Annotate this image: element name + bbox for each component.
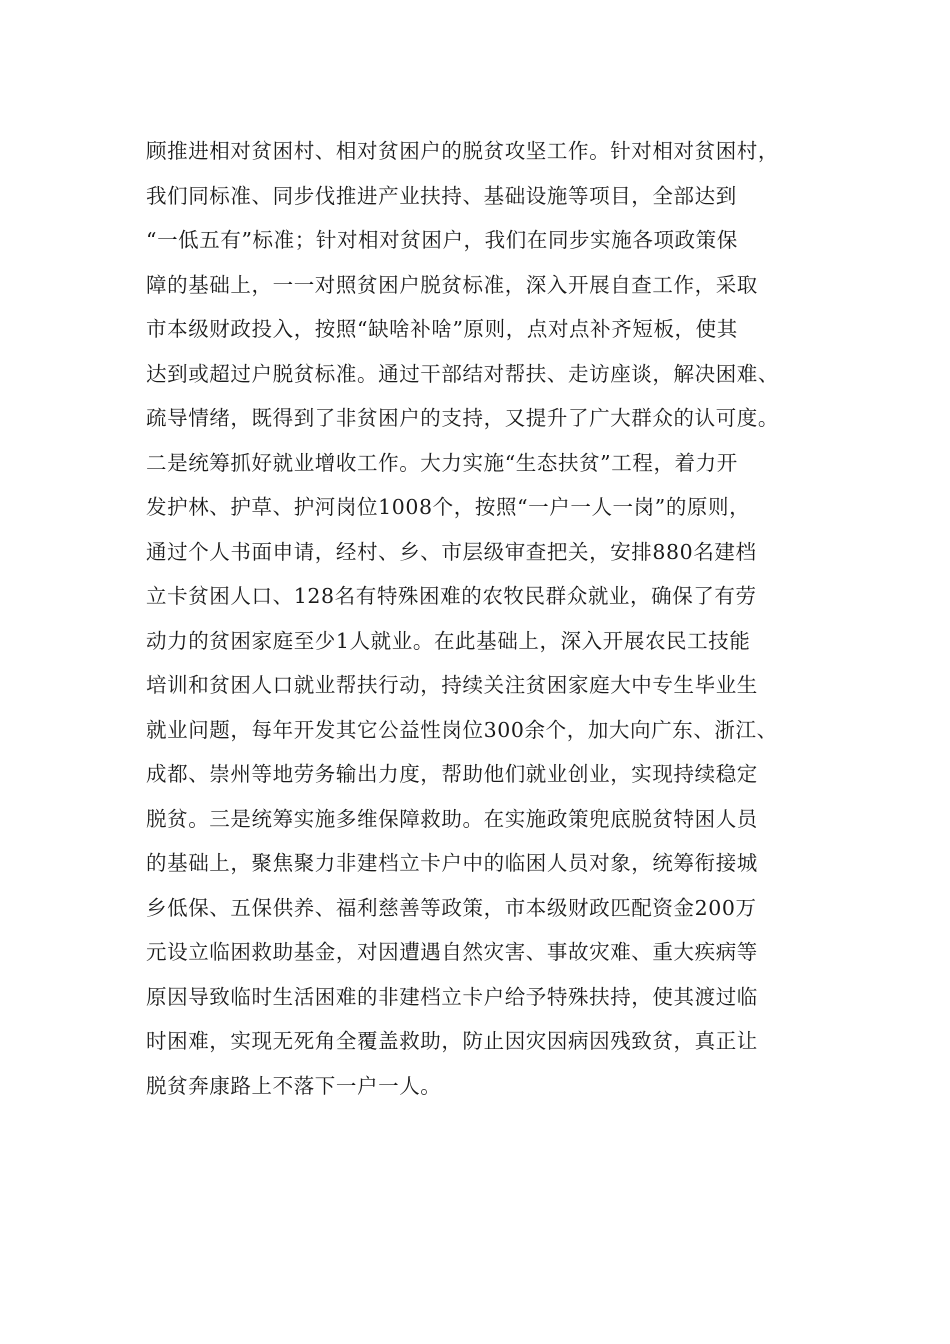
text-line: 立卡贫困人口、128名有特殊困难的农牧民群众就业，确保了有劳 bbox=[146, 584, 757, 608]
text-line: 动力的贫困家庭至少1人就业。在此基础上，深入开展农民工技能 bbox=[146, 628, 751, 653]
text-line: 发护林、护草、护河岗位1008个，按照“一户一人一岗”的原则， bbox=[146, 495, 751, 519]
text-line: “一低五有”标准；针对相对贫困户，我们在同步实施各项政策保 bbox=[146, 228, 738, 252]
text-line: 顾推进相对贫困村、相对贫困户的脱贫攻坚工作。针对相对贫困村， bbox=[146, 139, 779, 163]
text-line: 二是统筹抓好就业增收工作。大力实施“生态扶贫”工程，着力开 bbox=[146, 450, 738, 475]
text-line: 我们同标准、同步伐推进产业扶持、基础设施等项目，全部达到 bbox=[146, 183, 737, 208]
text-line: 达到或超过户脱贫标准。通过干部结对帮扶、走访座谈，解决困难、 bbox=[146, 361, 779, 386]
text-line: 障的基础上，一一对照贫困户脱贫标准，深入开展自查工作，采取 bbox=[146, 272, 758, 297]
text-line: 的基础上，聚焦聚力非建档立卡户中的临困人员对象，统筹衔接城 bbox=[146, 851, 758, 875]
text-line: 就业问题，每年开发其它公益性岗位300余个，加大向广东、浙江、 bbox=[146, 717, 778, 742]
body-paragraph bbox=[146, 129, 806, 1108]
text-line: 时困难，实现无死角全覆盖救助，防止因灾因病因残致贫，真正让 bbox=[146, 1029, 758, 1053]
text-line: 脱贫奔康路上不落下一户一人。 bbox=[146, 1073, 442, 1098]
text-line: 脱贫。三是统筹实施多维保障救助。在实施政策兜底脱贫特困人员 bbox=[146, 806, 758, 831]
text-line: 培训和贫困人口就业帮扶行动，持续关注贫困家庭大中专生毕业生 bbox=[146, 673, 758, 697]
text-line: 乡低保、五保供养、福利慈善等政策，市本级财政匹配资金200万 bbox=[146, 895, 757, 920]
text-line: 市本级财政投入，按照“缺啥补啥”原则，点对点补齐短板，使其 bbox=[146, 317, 738, 341]
text-line: 成都、崇州等地劳务输出力度，帮助他们就业创业，实现持续稳定 bbox=[146, 762, 758, 786]
text-line: 通过个人书面申请，经村、乡、市层级审查把关，安排880名建档 bbox=[146, 539, 757, 564]
text-line: 元设立临困救助基金，对因遭遇自然灾害、事故灾难、重大疾病等 bbox=[146, 940, 758, 964]
text-line: 疏导情绪，既得到了非贫困户的支持，又提升了广大群众的认可度。 bbox=[146, 406, 779, 430]
text-line: 原因导致临时生活困难的非建档立卡户给予特殊扶持，使其渡过临 bbox=[146, 984, 758, 1009]
